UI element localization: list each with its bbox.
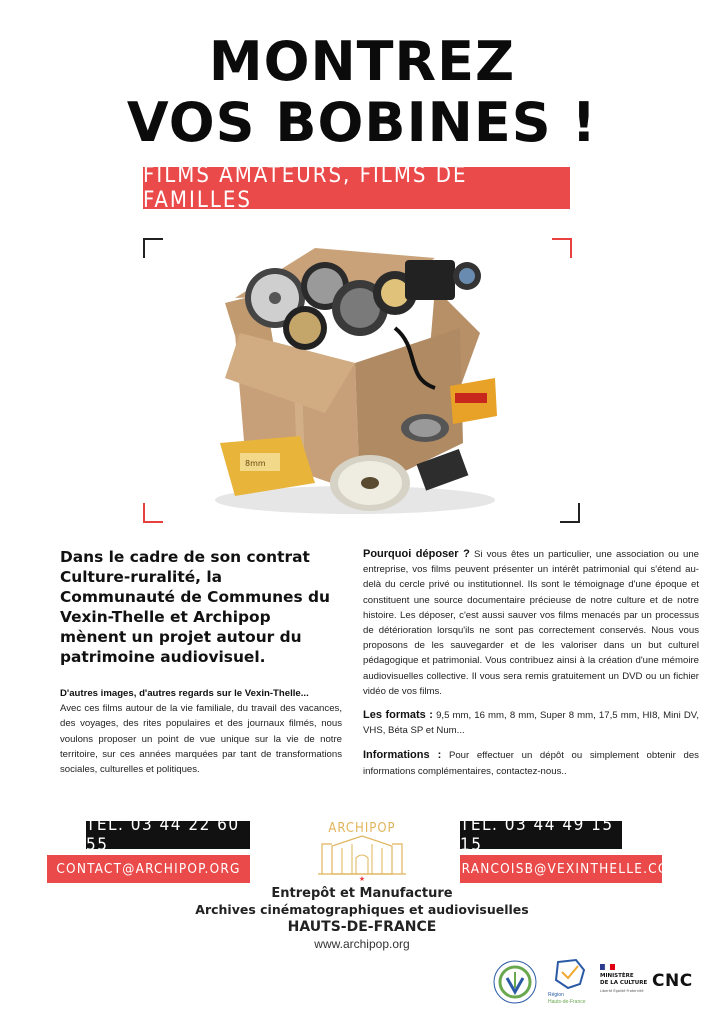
title-line-1: MONTREZ	[208, 30, 516, 93]
phone-right[interactable]: TÉL. 03 44 49 15 15	[460, 821, 622, 849]
subtitle-band	[143, 163, 570, 213]
info-section	[363, 748, 699, 778]
svg-text:MINISTÈRE: MINISTÈRE	[600, 973, 634, 979]
archipop-logo-text: ARCHIPOP	[328, 821, 396, 836]
why-section	[363, 547, 699, 699]
svg-text:Liberté Égalité Fraternité: Liberté Égalité Fraternité	[600, 989, 644, 993]
subtitle-text: FILMS AMATEURS, FILMS DE FAMILLES	[143, 163, 468, 213]
vexin-thelle-logo	[490, 958, 540, 1006]
archipop-line-2: Archives cinématographiques et audiovisuelles	[195, 902, 529, 917]
cnc-logo: CNC	[652, 971, 693, 991]
why-body: Si vous êtes un particulier, une association ou une entreprise, vos films peuvent présenter un intérêt patrimonial qui s'étend au-delà du cercle privé ou institutionnel. Ils sont le témoignage d'une époque et constituent une source documentaire précieuse de notre culture et de notre histoire. Les déposer, c'est aussi sauver vos films menacés par un processus de détérioration lorsqu'ils ne sont pas correctement conservés. Nous vous proposons de les sauvegarder et de les valoriser dans un but culturel pédagogique et patrimonial. Vous contribuez ainsi à la création d'une mémoire audiovisuelles collective. Il vous sera remis gratuitement un DVD ou un fichier vidéo de vos films.	[363, 549, 699, 697]
reel-icon	[330, 455, 410, 511]
frame-corner-bottom-left	[143, 503, 163, 523]
formats-section	[363, 708, 699, 738]
star-icon: ★	[358, 876, 366, 882]
email-left[interactable]: CONTACT@ARCHIPOP.ORG	[47, 855, 250, 883]
archipop-logo	[312, 814, 412, 882]
formats-body: 9,5 mm, 16 mm, 8 mm, Super 8 mm, 17,5 mm, HI8, Mini DV, VHS, Béta SP et Num...	[363, 710, 699, 737]
title-line-2: VOS BOBINES !	[126, 91, 598, 154]
intro-heading: D'autres images, d'autres regards sur le Vexin-Thelle...	[60, 688, 309, 699]
svg-text:DE LA CULTURE: DE LA CULTURE	[600, 980, 648, 986]
email-right[interactable]: MFRANCOISB@VEXINTHELLE.COM	[460, 855, 662, 883]
intro-section	[60, 686, 342, 777]
info-body: Pour effectuer un dépôt ou simplement obtenir des informations complémentaires, contactez-nous..	[363, 750, 699, 777]
box-of-reels-photo	[205, 238, 505, 530]
archipop-website[interactable]: www.archipop.org	[314, 937, 410, 951]
svg-text:Région: Région	[548, 992, 564, 998]
archipop-line-3: HAUTS-DE-FRANCE	[287, 919, 437, 935]
film-box-label: 8mm	[245, 459, 266, 468]
frame-corner-bottom-right	[560, 503, 580, 523]
region-hauts-de-france-logo	[546, 958, 592, 1006]
why-heading: Pourquoi déposer ?	[363, 548, 470, 560]
frame-corner-top-left	[143, 238, 163, 258]
intro-body: Avec ces films autour de la vie familiale, du travail des vacances, des voyages, des rites populaires et des journaux filmés, nous voulons proposer un point de vue unique sur la vie de notre territoire, sur ces années marquées par tant de transformations sociales, culturelles et politiques.	[60, 703, 342, 776]
formats-heading: Les formats :	[363, 709, 433, 722]
right-column	[363, 547, 699, 779]
info-heading: Informations :	[363, 749, 442, 762]
phone-left[interactable]: TÉL. 03 44 22 60 55	[86, 821, 250, 849]
ministere-culture-logo	[598, 962, 648, 1006]
svg-text:Hauts-de-France: Hauts-de-France	[548, 999, 586, 1005]
frame-corner-top-right	[552, 238, 572, 258]
archipop-line-1: Entrepôt et Manufacture	[271, 886, 453, 901]
lead-paragraph: Dans le cadre de son contrat Culture-ruralité, la Communauté de Communes du Vexin-Thelle et Archipop mènent un projet autour du patrimoine audiovisuel.	[60, 548, 330, 666]
